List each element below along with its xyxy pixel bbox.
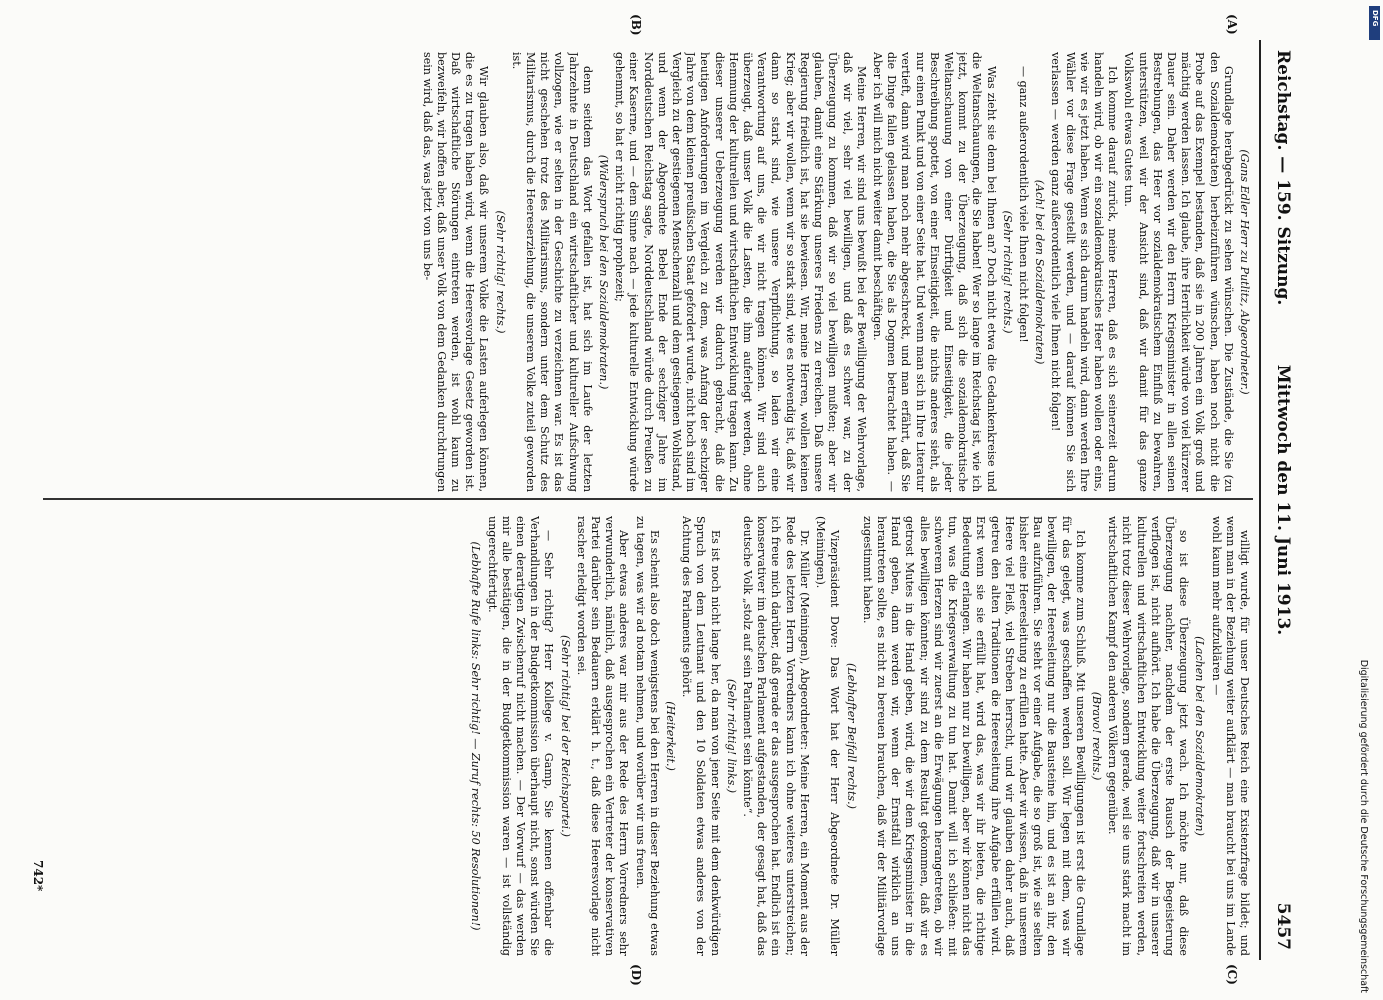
right-column-paragraph: Aber etwas anderes war mir aus der Rede des Herrn Vorredners sehr verwunderlich, nämlich, daß ausgesprochen ein Vertreter der konservativen Partei darüber sein Bedauern erklärt h. t., daß diese Heeresvorlage nicht rascher erledigt worden sei. bbox=[574, 516, 631, 956]
left-column-note: (Sehr richtig! rechts.) bbox=[1000, 210, 1014, 334]
margin-mark-c: (C) bbox=[1225, 964, 1239, 985]
right-column-note: (Sehr richtig! bei der Reichspartei.) bbox=[558, 635, 572, 837]
margin-mark-a: (A) bbox=[1225, 14, 1239, 35]
left-column bbox=[41, 52, 1251, 492]
left-column-note: (Ach! bei den Sozialdemokraten) bbox=[1033, 179, 1047, 365]
dfg-logo-text: DFG bbox=[1371, 10, 1379, 27]
left-column-note: (Widerspruch bei den Sozialdemokraten.) bbox=[597, 154, 611, 390]
left-column-paragraph: Meine Herren, wir sind uns bewußt bei der Bewilligung der Wehrvorlage, daß wir viel, sehr viel bewilligen, und daß es schwer war, zu der Überzeugung zu kommen, daß wir so viel bewilligen mußten; aber wir glauben, damit eine Stärkung unseres Friedens zu erreichen. Daß unsere Regierung friedlich ist, hat sie bewiesen. Wir, meine Herren, wollen keinen Krieg; aber wir wollen, wenn wir so stark sind, wie es notwendig ist, daß wir dann so stark sind, wie unsere Verpflichtung, so laden wir eine Verantwortung auf uns, die wir nicht tragen können. Wir sind auch überzeugt, daß unser Volk die Lasten, die ihm auferlegt werden, ohne Hemmung der kulturellen und wirtschaftlichen Entwicklung tragen kann. Zu dieser unserer Ueberzeugung werden wir dadurch gebracht, daß die heutigen Anforderungen im Vergleich zu dem, was Anfang der sechziger Jahre von dem kleinen preußischen Staat gefordert wurde, nicht hoch sind im Vergleich zu der gestiegenen Menschenzahl und dem gestiegenen Wohlstand, und wenn der Abgeordnete Bebel Ende der sechziger Jahre im Norddeutschen Reichstag sagte, Norddeutschland würde durch Preußen zu einer Kaserne, und — dem Sinne nach — jede kulturelle Entwicklung würde gehemmt, so hat er nicht richtig prophezeit; bbox=[613, 52, 868, 492]
header-page-number: 5457 bbox=[1273, 902, 1293, 950]
left-column-note: (Gans Edler Herr zu Putlitz, Abgeordneter.) bbox=[1238, 149, 1251, 395]
margin-mark-b: (B) bbox=[629, 14, 643, 36]
left-column-paragraph: Wir glauben also, daß wir unserem Volke die Lasten auferlegen können, die es zu tragen haben wird, wenn die Heeresvorlage Gesetz geworden ist. Daß wirtschaftliche Störungen eintreten werden, ist wohl kaum zu bezweifeln, wir hoffen aber, daß unser Volk von dem Gedanken durchdrungen sein wird, daß das, was jetzt von uns be- bbox=[420, 52, 491, 492]
right-column-paragraph: — Sehr richtig? Herr Kollege v. Gamp, Sie kennen offenbar die Verhandlungen in der Budgetkommission überhaupt nicht, sonst würden Sie einen derartigen Zwischenruf nicht machen. — Der Vorwurf — das werden mir alle bestätigen, die in der Budgetkommission waren — ist vollständig ungerechtfertigt. bbox=[485, 516, 556, 956]
left-column-paragraph: Grundlage herabgedrückt zu sehen wünschen. Die Zustände, die Sie (zu den Sozialdemokraten) herbeizuführen wünschen, haben noch nicht die Probe auf das Exempel bestanden, daß sie in 200 Jahren ein Volk groß und mächtig werden lassen. Ich glaube, ihre Herrlichkeit würde von viel kürzerer Dauer sein. Daher werden wir den Herrn Kriegsminister in allen seinen Bestrebungen, das Heer vor sozialdemokratischem Einfluß zu bewahren, unterstützen, weil wir der Ansicht sind, daß wir damit für das ganze Volkswohl etwas Gutes tun. bbox=[1122, 52, 1235, 492]
column-divider bbox=[43, 498, 1253, 500]
page-header bbox=[1263, 50, 1303, 950]
right-column-note: (Lachen bei den Sozialdemokraten) bbox=[1193, 636, 1207, 836]
right-column-paragraph: so ist diese Überzeugung jetzt wach. Ich möchte nur, daß diese Überzeugung nachher, nachdem der erste Rausch der Begeisterung verflogen ist, nicht aufhört. Ich habe die Überzeugung, daß wir in unserer kulturellen und wirtschaftlichen Entwicklung weiter fortschreiten werden, nicht trotz dieser Wehrvorlage, sondern gerade, weil sie uns stark macht im wirtschaftlichen Kampf den anderen Völkern gegenüber. bbox=[1106, 516, 1191, 956]
left-column-note: (Sehr richtig! rechts.) bbox=[493, 210, 507, 334]
header-date: Mittwoch den 11. Juni 1913. bbox=[1273, 364, 1293, 636]
header-left: Reichstag. — 159. Sitzung. bbox=[1273, 50, 1293, 306]
right-column-note: (Heiterkeit.) bbox=[664, 701, 678, 771]
left-column-paragraph: — ganz außerordentlich viele Ihnen nicht folgen! bbox=[1016, 66, 1030, 343]
right-column-paragraph: Es scheint also doch wenigstens bei den Herren in dieser Beziehung etwas zu tagen, was wir ad notam nehmen, und worüber wir uns freuen. bbox=[633, 516, 661, 956]
digitization-note-text: Digitalisierung gefördert durch die Deutsche Forschungsgemeinschaft bbox=[1358, 659, 1369, 993]
right-column-paragraph: Dr. Müller (Meiningen), Abgeordneter: Meine Herren, ein Moment aus der Rede des letzten Herrn Vorredners kann ich ohne weiteres unterstreichen; ich freue mich darüber, daß gerade er das ausgesprochen hat. Endlich ist ein konservativer im deutschen Parlament aufgestanden, der gesagt hat, daß das deutsche Volk „stolz auf sein Parlament sein könnte“. bbox=[741, 516, 811, 956]
margin-mark-d: (D) bbox=[629, 964, 643, 986]
header-rule bbox=[1259, 40, 1261, 960]
right-column-paragraph: Ich komme zum Schluß. Mit unseren Bewilligungen ist erst die Grundlage für das gelegt, was geschaffen werden soll. Wir legen mit dem, was wir bewilligen, der Heeresleitung nur die Bausteine hin, und es ist an ihr, den Bau aufzuführen. Sie steht vor einer Aufgabe, die so groß ist, wie sie selten bisher eine Heeresleitung zu erfüllen hatte. Aber wir wissen, daß in unserem Heere viel Fleiß, viel Streben herrscht, und wir glauben daher auch, daß getreu den alten Traditionen die Heeresleitung ihre Aufgabe erfüllen wird. Erst wenn sie sie erfüllt hat, wird das, was wir ihr bieten, die richtige Bedeutung erlangen. Wir haben nur zu bewilligen, aber wir können nicht das tun, was die Kriegsverwaltung zu tun hat. Damit will ich schließen: mit schwerem Herzen sind wir zuerst an die Erwägungen herangetreten, ob wir alles bewilligen könnten; wir sind zu dem Resultat gekommen, daß wir es getrost Mutes in die Hand geben, wird, die wir dem Kriegsminister in die Hand geben, dann werden wir, wenn der Ernstfall wirklich an uns herantreten sollte, es nicht zu bereuen brauchen, daß wir der Militärvorlage zugestimmt haben. bbox=[860, 516, 1087, 956]
right-column-note: (Sehr richtig! links.) bbox=[724, 678, 738, 794]
page-bottom-number: 742* bbox=[31, 860, 45, 892]
right-column-note: (Bravo! rechts.) bbox=[1089, 691, 1103, 781]
left-column-paragraph: denn seitdem das Wort gefallen ist, hat sich im Laufe der letzten Jahrzehnte in Deutschland ein wirtschaftlicher und kultureller Aufschwung vollzogen, wie er selten in der Geschichte zu verzeichnen war. Es ist das nicht geschehen trotz des Militarismus, sondern unter dem Schutz des Militarismus, durch die Heereserziehung, die unserem Volke zuteil geworden ist. bbox=[509, 52, 594, 492]
dfg-logo bbox=[1369, 6, 1380, 40]
digitization-note bbox=[1352, 8, 1380, 993]
right-column-paragraph: Es ist noch nicht lange her, da man von jener Seite mit dem denkwürdigen Spruch von dem Leutnant und den 10 Soldaten etwas anderes von der Achtung des Parlaments gehört. bbox=[680, 516, 722, 956]
left-column-paragraph: Was zieht sie denn bei Ihnen an? Doch nicht etwa die Gedankenkreise und die Weltanschauungen, die Sie haben! Wer so lange im Reichstag ist, wie ich jetzt, kommt zu der Überzeugung, daß sich die sozialdemokratische Weltanschauung von einer Dürftigkeit und Einseitigkeit, die jeder Beschreibung spottet, von einer Einseitigkeit, die nichts anderes sieht, als nur einen Punkt und von einer Seite hat. Und wenn man sich in Ihre Literatur vertieft, dann wird man noch mehr abgeschreckt, und man erfährt, daß Sie die Dinge fallen gelassen haben, die Sie als Dogmen betrachtet haben. — Aber ich will mich nicht weiter damit beschäftigen. bbox=[870, 52, 998, 492]
right-column-note: (Lebhafter Beifall rechts.) bbox=[844, 663, 858, 809]
right-column-note: (Lebhafte Rufe links: Sehr richtig! — Zuruf rechts: 50 Resolutionen!) bbox=[469, 541, 483, 931]
left-column-paragraph: Ich komme darauf zurück, meine Herren, daß es sich seinerzeit darum handeln wird, ob wir ein sozialdemokratisches Heer haben wollen oder eins, wie wir es jetzt haben. Wenn es sich darum handeln wird, dann werden Ihre Wähler vor diese Frage gestellt werden, und — darauf können Sie sich verlassen — werden ganz außerordentlich viele Ihnen nicht folgen! bbox=[1049, 52, 1120, 492]
right-column-paragraph: willigt wurde, für unser Deutsches Reich eine Existenzfrage bildet; und wenn man in der Beziehung weiter aufklärt — man braucht bei uns im Lande wohl kaum mehr aufzuklären — bbox=[1209, 516, 1251, 956]
right-column-paragraph: Vizepräsident Dove: Das Wort hat der Herr Abgeordnete Dr. Müller (Meiningen). bbox=[814, 516, 842, 956]
right-column bbox=[41, 516, 1251, 956]
